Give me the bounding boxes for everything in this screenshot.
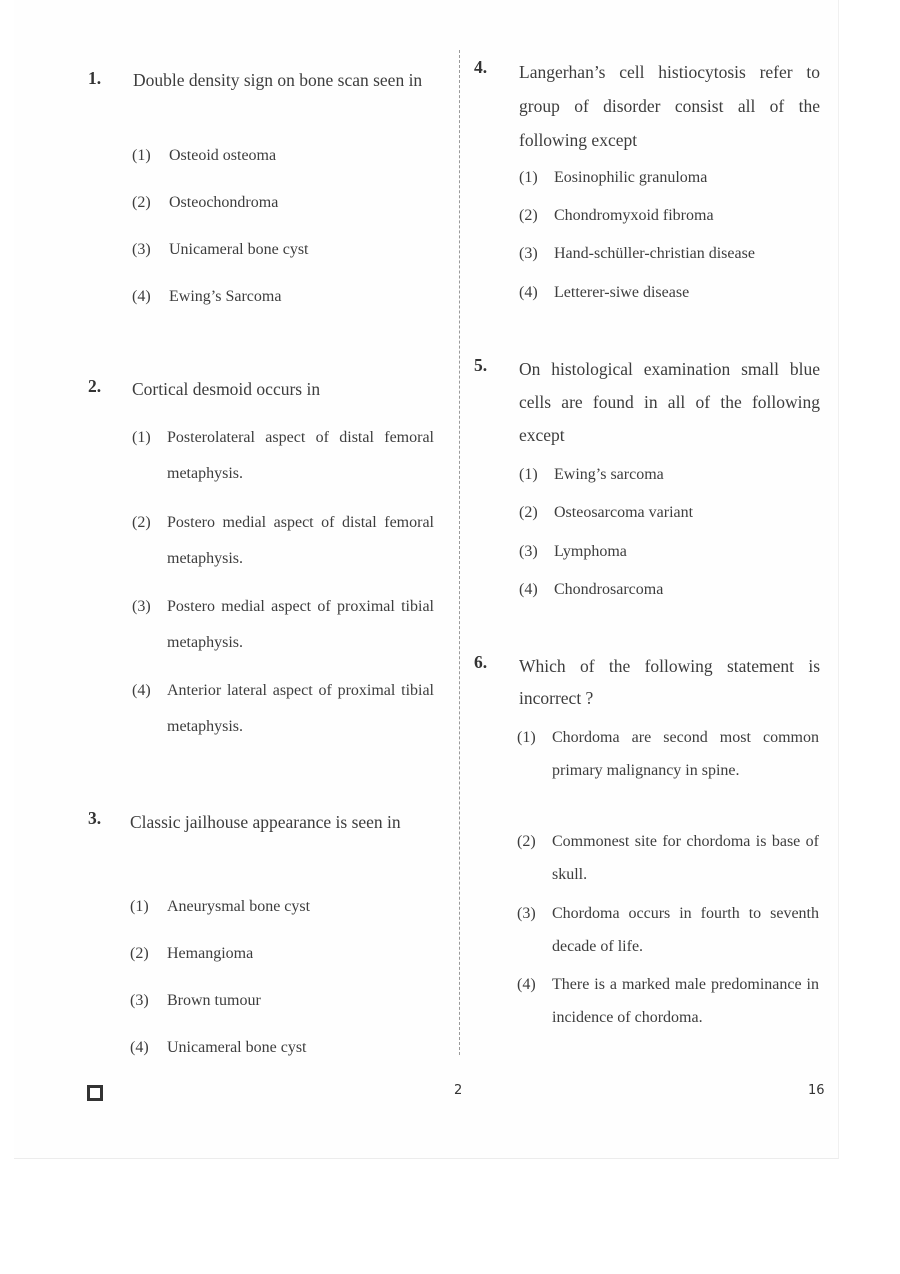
option-text: Chordoma are second most common primary malignancy in spine. bbox=[552, 729, 819, 779]
option-text: Hemangioma bbox=[167, 945, 254, 962]
option-number: (3) bbox=[130, 992, 149, 1009]
option-number: (1) bbox=[519, 169, 538, 186]
option-number: (3) bbox=[132, 598, 151, 615]
question-text: On histological examination small blue cells are found in all of the following except bbox=[519, 359, 820, 445]
option-text: Aneurysmal bone cyst bbox=[167, 898, 311, 915]
option-number: (4) bbox=[132, 288, 151, 305]
option-text: Chondrosarcoma bbox=[554, 581, 664, 598]
corner-square-mark bbox=[87, 1085, 103, 1101]
option-number: (2) bbox=[517, 833, 536, 850]
option-number: (2) bbox=[519, 207, 538, 224]
option-number: (3) bbox=[519, 543, 538, 560]
option-number: (1) bbox=[132, 147, 151, 164]
option-text: There is a marked male predominance in incidence of chordoma. bbox=[552, 976, 819, 1026]
option-text: Osteochondroma bbox=[169, 194, 279, 211]
option-number: (2) bbox=[130, 945, 149, 962]
option-text: Osteoid osteoma bbox=[169, 147, 277, 164]
option-text: Lymphoma bbox=[554, 543, 627, 560]
question-number: 3. bbox=[88, 808, 102, 828]
option-text: Ewing’s sarcoma bbox=[554, 466, 664, 483]
option-text: Anterior lateral aspect of proximal tibial metaphysis. bbox=[167, 682, 434, 735]
option-text: Unicameral bone cyst bbox=[169, 241, 309, 258]
option-number: (4) bbox=[130, 1039, 149, 1056]
option-number: (4) bbox=[519, 284, 538, 301]
option-number: (2) bbox=[132, 514, 151, 531]
question-number: 4. bbox=[474, 57, 488, 77]
column-divider bbox=[459, 50, 460, 1055]
page-number: 2 bbox=[454, 1083, 463, 1098]
option-number: (4) bbox=[517, 976, 536, 993]
option-number: (3) bbox=[519, 245, 538, 262]
option-number: (1) bbox=[517, 729, 536, 746]
option-text: Ewing’s Sarcoma bbox=[169, 288, 282, 305]
option-text: Hand-schüller-christian disease bbox=[554, 245, 755, 262]
option-text: Chondromyxoid fibroma bbox=[554, 207, 714, 224]
option-number: (4) bbox=[519, 581, 538, 598]
option-number: (4) bbox=[132, 682, 151, 699]
option-text: Osteosarcoma variant bbox=[554, 504, 694, 521]
option-number: (1) bbox=[132, 429, 151, 446]
option-text: Commonest site for chordoma is base of skull. bbox=[552, 833, 819, 883]
option-number: (3) bbox=[517, 905, 536, 922]
option-text: Letterer-siwe disease bbox=[554, 284, 690, 301]
option-text: Posterolateral aspect of distal femoral metaphysis. bbox=[167, 429, 434, 482]
option-number: (2) bbox=[519, 504, 538, 521]
question-text: Cortical desmoid occurs in bbox=[132, 379, 321, 399]
question-text: Which of the following statement is incorrect ? bbox=[519, 656, 820, 708]
option-text: Eosinophilic granuloma bbox=[554, 169, 708, 186]
question-text: Double density sign on bone scan seen in bbox=[133, 70, 423, 90]
question-text: Langerhan’s cell histiocytosis refer to group of disorder consist all of the following except bbox=[519, 62, 820, 150]
question-number: 2. bbox=[88, 376, 102, 396]
question-text: Classic jailhouse appearance is seen in bbox=[130, 812, 401, 832]
option-text: Unicameral bone cyst bbox=[167, 1039, 307, 1056]
option-number: (1) bbox=[130, 898, 149, 915]
option-text: Brown tumour bbox=[167, 992, 261, 1009]
option-text: Postero medial aspect of proximal tibial metaphysis. bbox=[167, 598, 434, 651]
question-number: 1. bbox=[88, 68, 102, 88]
option-text: Chordoma occurs in fourth to seventh decade of life. bbox=[552, 905, 819, 955]
option-number: (3) bbox=[132, 241, 151, 258]
option-text: Postero medial aspect of distal femoral metaphysis. bbox=[167, 514, 434, 567]
option-number: (1) bbox=[519, 466, 538, 483]
question-number: 5. bbox=[474, 355, 488, 375]
booklet-code: 16 bbox=[808, 1083, 825, 1098]
option-number: (2) bbox=[132, 194, 151, 211]
question-number: 6. bbox=[474, 652, 488, 672]
